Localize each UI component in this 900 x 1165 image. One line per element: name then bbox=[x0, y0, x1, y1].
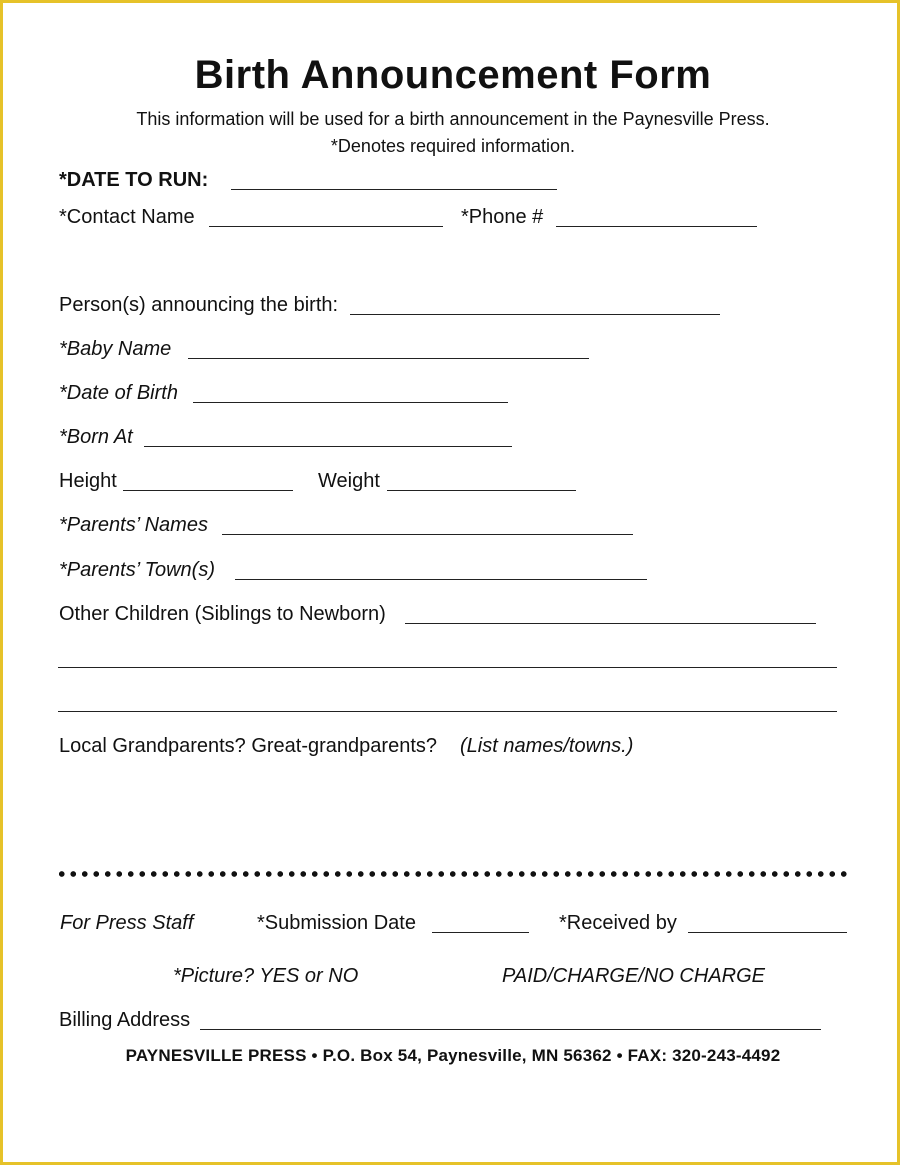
form-title: Birth Announcement Form bbox=[194, 53, 712, 97]
required-note: *Denotes required information. bbox=[330, 136, 576, 156]
persons-announcing-label: Person(s) announcing the birth: bbox=[59, 294, 339, 316]
contact-name-field[interactable] bbox=[209, 226, 443, 227]
other-children-extra-line-2[interactable] bbox=[58, 711, 837, 712]
date-of-birth-label: *Date of Birth bbox=[59, 382, 178, 404]
payment-option: PAID/CHARGE/NO CHARGE bbox=[502, 965, 765, 987]
weight-field[interactable] bbox=[387, 490, 576, 491]
born-at-label: *Born At bbox=[59, 426, 133, 448]
for-press-staff-label: For Press Staff bbox=[60, 912, 194, 934]
other-children-field[interactable] bbox=[405, 623, 816, 624]
date-to-run-field[interactable] bbox=[231, 189, 557, 190]
date-to-run-label: *DATE TO RUN: bbox=[59, 169, 209, 191]
born-at-field[interactable] bbox=[144, 446, 512, 447]
persons-announcing-field[interactable] bbox=[350, 314, 720, 315]
footer-address: PAYNESVILLE PRESS • P.O. Box 54, Paynesville, MN 56362 • FAX: 320-243-4492 bbox=[125, 1046, 781, 1065]
form-subtitle: This information will be used for a birth announcement in the Paynesville Press. bbox=[136, 109, 770, 129]
grandparents-label: Local Grandparents? Great-grandparents? bbox=[59, 735, 438, 757]
submission-date-field[interactable] bbox=[432, 932, 529, 933]
submission-date-label: *Submission Date bbox=[257, 912, 416, 934]
dotted-separator bbox=[56, 869, 852, 879]
billing-address-field[interactable] bbox=[200, 1029, 821, 1030]
baby-name-label: *Baby Name bbox=[59, 338, 172, 360]
billing-address-label: Billing Address bbox=[59, 1009, 191, 1031]
date-of-birth-field[interactable] bbox=[193, 402, 508, 403]
baby-name-field[interactable] bbox=[188, 358, 589, 359]
height-label: Height bbox=[59, 470, 117, 492]
phone-label: *Phone # bbox=[461, 206, 544, 228]
other-children-extra-line-1[interactable] bbox=[58, 667, 837, 668]
weight-label: Weight bbox=[318, 470, 380, 492]
received-by-field[interactable] bbox=[688, 932, 847, 933]
received-by-label: *Received by bbox=[559, 912, 677, 934]
picture-option: *Picture? YES or NO bbox=[173, 965, 359, 987]
other-children-label: Other Children (Siblings to Newborn) bbox=[59, 603, 386, 625]
parents-towns-field[interactable] bbox=[235, 579, 647, 580]
phone-field[interactable] bbox=[556, 226, 757, 227]
height-field[interactable] bbox=[123, 490, 293, 491]
contact-name-label: *Contact Name bbox=[59, 206, 195, 228]
grandparents-hint: (List names/towns.) bbox=[460, 735, 634, 757]
parents-names-label: *Parents’ Names bbox=[59, 514, 208, 536]
parents-towns-label: *Parents’ Town(s) bbox=[59, 559, 215, 581]
parents-names-field[interactable] bbox=[222, 534, 633, 535]
